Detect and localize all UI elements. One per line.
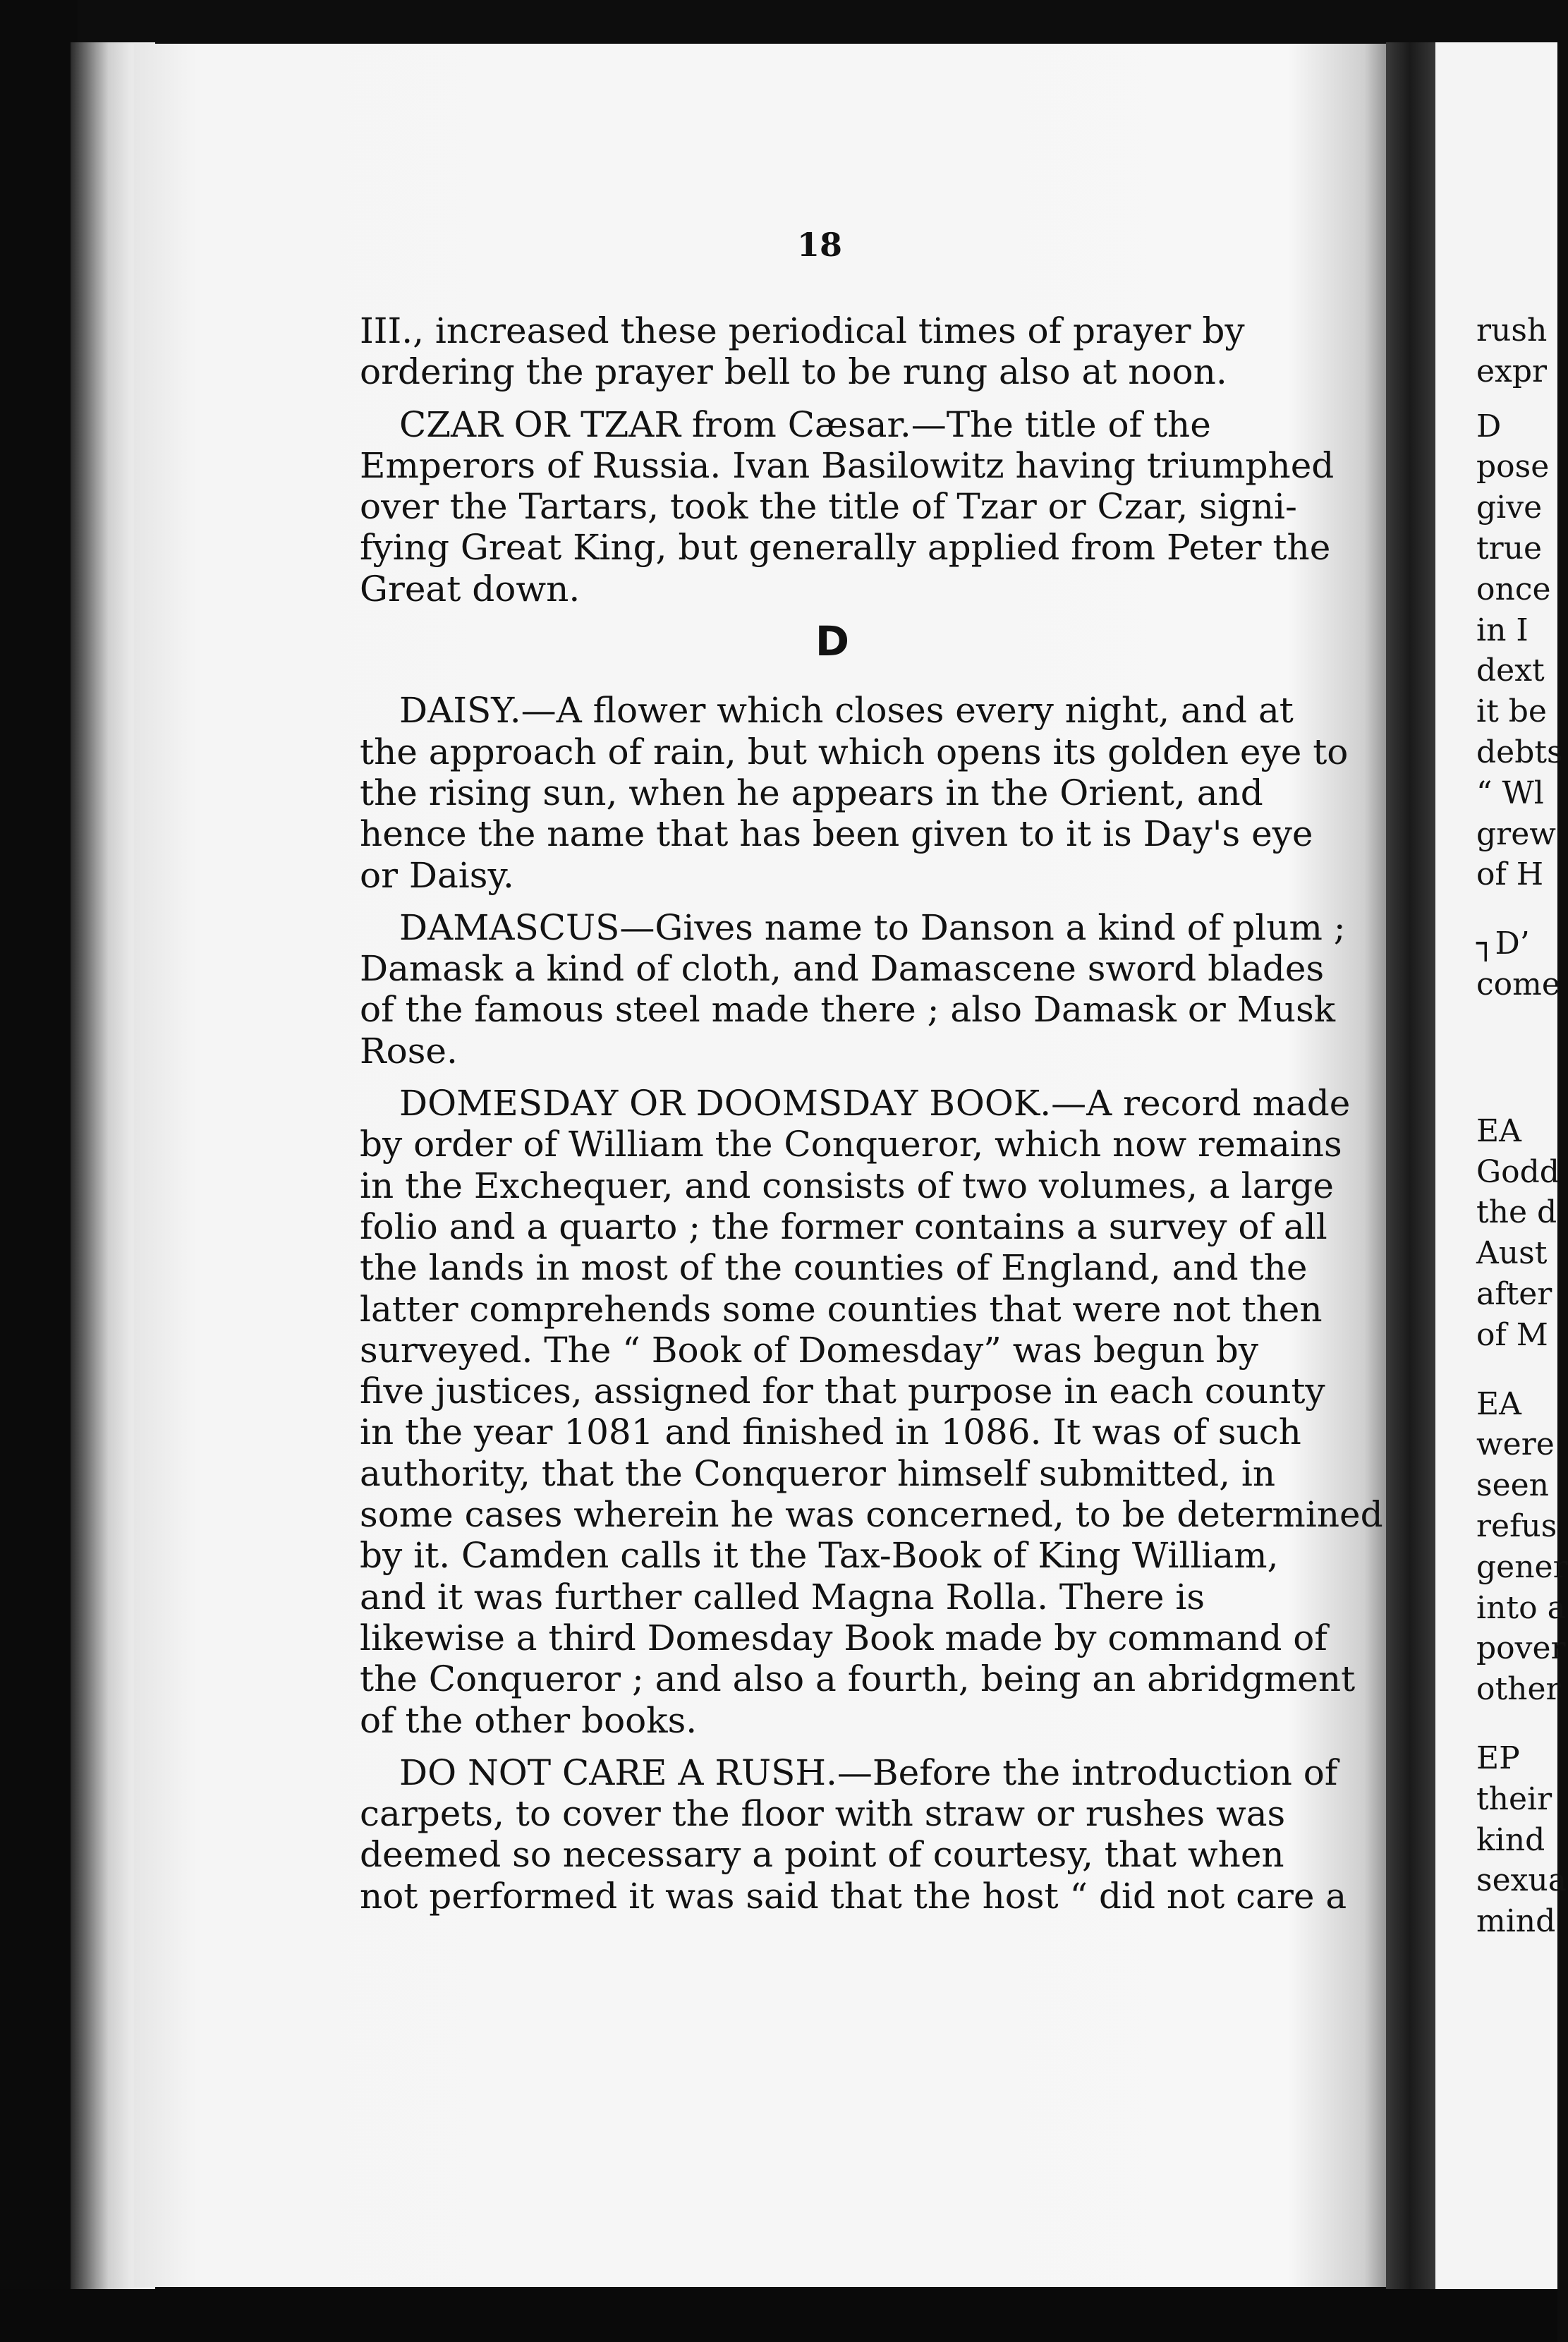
right-page-fragment: were — [1476, 1426, 1555, 1463]
text-line: of the famous steel made there ; also Damask or Musk — [360, 989, 1336, 1031]
right-page-gap — [1476, 392, 1568, 406]
text-line: likewise a third Domesday Book made by command of — [360, 1617, 1327, 1658]
right-page-fragment: EA — [1476, 1112, 1521, 1149]
text-line: by order of William the Conqueror, which now remains — [360, 1124, 1342, 1165]
right-page-fragment: of M — [1476, 1316, 1548, 1353]
text-line: by it. Camden calls it the Tax-Book of King William, — [360, 1535, 1279, 1577]
text-line: five justices, assigned for that purpose in each county — [360, 1371, 1325, 1412]
text-line: deemed so necessary a point of courtesy, that when — [360, 1834, 1284, 1876]
right-page-fragment: in I — [1476, 612, 1529, 648]
right-page-gap — [1476, 895, 1568, 923]
right-page-fragment: their — [1476, 1780, 1552, 1817]
right-page-fragment: Godd — [1476, 1153, 1560, 1190]
right-page-fragment: pose — [1476, 449, 1550, 485]
right-page-fragment: EA — [1476, 1385, 1521, 1422]
text-line: or Daisy. — [360, 854, 514, 896]
right-page-fragment: seen — [1476, 1467, 1549, 1504]
text-line: hence the name that has been given to it is Day's eye — [360, 813, 1313, 855]
scanner-edge-bottom — [0, 2289, 1557, 2342]
right-page-fragment: ┐D’ — [1476, 926, 1530, 962]
right-page-fragment: kind — [1476, 1821, 1545, 1858]
entry-domesday — [360, 1083, 1383, 1741]
text-line: authority, that the Conqueror himself submitted, in — [360, 1452, 1276, 1494]
entry-daisy — [360, 690, 1349, 896]
right-page-fragment: D — [1476, 408, 1502, 444]
right-page-fragment: it be — [1476, 693, 1547, 730]
section-heading: D — [815, 617, 850, 666]
right-page-fragment: of H — [1476, 856, 1544, 893]
right-page-fragment: sexua — [1476, 1862, 1567, 1899]
right-page-fragment: after — [1476, 1275, 1552, 1312]
text-line: and it was further called Magna Rolla. There is — [360, 1576, 1205, 1618]
text-line: in the year 1081 and finished in 1086. It was of such — [360, 1412, 1301, 1453]
right-page-fragment: the d — [1476, 1194, 1557, 1231]
text-line: the approach of rain, but which opens its golden eye to — [360, 731, 1349, 772]
para-continuation — [360, 310, 1291, 393]
text-line: Rose. — [360, 1030, 458, 1072]
right-page-fragment: “ Wl — [1476, 775, 1544, 811]
right-page-fragment: debts — [1476, 734, 1563, 770]
book-gutter — [1386, 42, 1439, 2300]
text-line: the lands in most of the counties of England, and the — [360, 1247, 1308, 1289]
text-line: Emperors of Russia. Ivan Basilowitz having triumphed — [360, 444, 1335, 486]
entry-damascus — [360, 906, 1346, 1072]
text-line: surveyed. The “ Book of Domesday” was begun by — [360, 1329, 1259, 1371]
right-page-fragment: gener — [1476, 1548, 1568, 1585]
text-line: the Conqueror ; and also a fourth, being an abridgment — [360, 1658, 1356, 1700]
text-line: in the Exchequer, and consists of two volumes, a large — [360, 1165, 1334, 1206]
page-number: 18 — [797, 226, 843, 264]
right-page-fragment: refus — [1476, 1507, 1557, 1544]
text-line: fying Great King, but generally applied from Peter the — [360, 527, 1331, 569]
right-page-fragment: grew — [1476, 815, 1556, 852]
right-page-gap — [1476, 1356, 1568, 1384]
text-line: of the other books. — [360, 1699, 698, 1741]
right-page-gap — [1476, 1005, 1568, 1111]
right-page-fragment: dext — [1476, 653, 1545, 689]
text-line: folio and a quarto ; the former contains a survey of all — [360, 1206, 1327, 1247]
right-page-fragment: Aust — [1476, 1235, 1548, 1272]
text-line: some cases wherein he was concerned, to be determined — [360, 1494, 1383, 1536]
right-page-fragment: once — [1476, 571, 1551, 607]
entry-rush — [360, 1752, 1347, 1917]
right-page-fragment: into a — [1476, 1589, 1566, 1626]
text-line: not performed it was said that the host “ did not care a — [360, 1875, 1347, 1917]
entry-czar — [360, 404, 1335, 609]
text-line: Damask a kind of cloth, and Damascene sword blades — [360, 948, 1325, 990]
text-line: DAMASCUS—Gives name to Danson a kind of plum ; — [399, 906, 1346, 948]
right-page-fragment: mind — [1476, 1903, 1556, 1940]
text-line: CZAR OR TZAR from Cæsar.—The title of the — [399, 404, 1211, 445]
right-page-fragment: other — [1476, 1671, 1561, 1708]
text-line: over the Tartars, took the title of Tzar or Czar, signi- — [360, 486, 1297, 528]
right-page-fragment: give — [1476, 490, 1543, 526]
right-page-fragment: true — [1476, 530, 1543, 566]
right-page-fragment: expr — [1476, 353, 1548, 389]
text-line: the rising sun, when he appears in the Orient, and — [360, 772, 1263, 813]
text-line: ordering the prayer bell to be rung also at noon. — [360, 351, 1227, 393]
text-line: DOMESDAY OR DOOMSDAY BOOK.—A record made — [399, 1083, 1351, 1124]
text-line: Great down. — [360, 568, 581, 609]
left-page-text — [360, 310, 1383, 1928]
scanner-edge-left — [0, 0, 78, 2342]
right-page-fragment: pover — [1476, 1630, 1566, 1667]
text-line: DO NOT CARE A RUSH.—Before the introduction of — [399, 1752, 1338, 1793]
text-line: carpets, to cover the floor with straw or rushes was — [360, 1793, 1286, 1835]
text-line: latter comprehends some counties that were not then — [360, 1288, 1323, 1330]
text-line: III., increased these periodical times of prayer by — [360, 310, 1245, 351]
right-page-gap — [1476, 1710, 1568, 1738]
right-page-fragment: rush — [1476, 313, 1548, 348]
right-page-fragment: EP — [1476, 1740, 1520, 1776]
text-line: DAISY.—A flower which closes every night, and at — [399, 690, 1294, 732]
right-page-fragment: come — [1476, 966, 1560, 1002]
right-page-text — [1476, 310, 1568, 1942]
